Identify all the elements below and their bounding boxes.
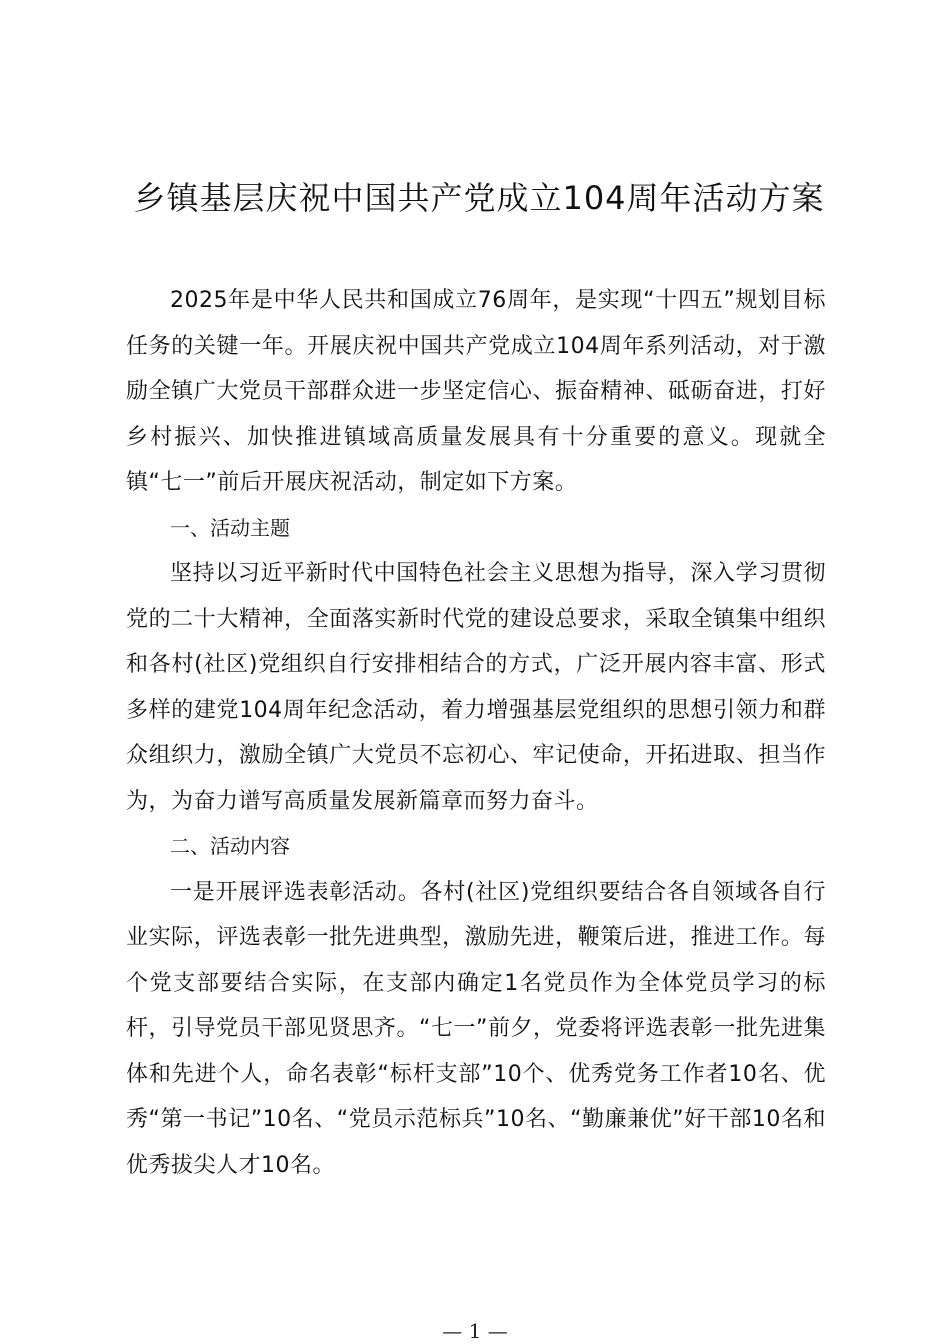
content-paragraph: 一是开展评选表彰活动。各村(社区)党组织要结合各自领域各自行业实际，评选表彰一批先进典型，激励先进，鞭策后进，推进工作。每个党支部要结合实际，在支部内确定1名党员作为全体党员学习的标杆，引导党员干部见贤思齐。“七一”前夕，党委将评选表彰一批先进集体和先进个人，命名表彰“标杆支部”10个、优秀党务工作者10名、优秀“第一书记”10名、“党员示范标兵”10名、“勤廉兼优”好干部10名和优秀拔尖人才10名。: [126, 879, 826, 1178]
document-title: 乡镇基层庆祝中国共产党成立104周年活动方案: [133, 179, 825, 217]
intro-paragraph: 2025年是中华人民共和国成立76周年，是实现“十四五”规划目标任务的关键一年。开展庆祝中国共产党成立104周年系列活动，对于激励全镇广大党员干部群众进一步坚定信心、振奋精神、砥砺奋进，打好乡村振兴、加快推进镇域高质量发展具有十分重要的意义。现就全镇“七一”前后开展庆祝活动，制定如下方案。: [126, 288, 826, 495]
section-heading-theme: 一、活动主题: [170, 515, 290, 540]
theme-paragraph: 坚持以习近平新时代中国特色社会主义思想为指导，深入学习贯彻党的二十大精神，全面落实新时代党的建设总要求，采取全镇集中组织和各村(社区)党组织自行安排相结合的方式，广泛开展内容丰富、形式多样的建党104周年纪念活动，着力增强基层党组织的思想引领力和群众组织力，激励全镇广大党员不忘初心、牢记使命，开拓进取、担当作为，为奋力谱写高质量发展新篇章而努力奋斗。: [126, 561, 826, 814]
section-heading-content: 二、活动内容: [170, 834, 290, 858]
page-number: — 1 —: [442, 1319, 508, 1343]
document-body: [126, 278, 826, 1188]
